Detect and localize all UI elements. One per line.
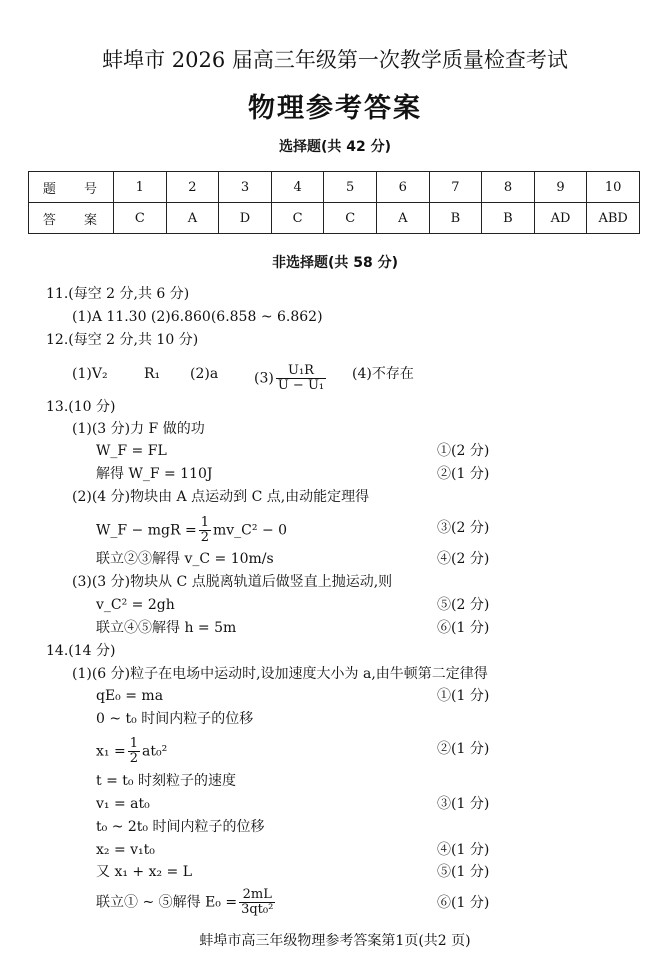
score-mark: ⑤(1 分) <box>437 864 490 880</box>
fraction <box>128 737 140 766</box>
q13-equation <box>96 516 287 545</box>
fraction-denominator: 3qt₀² <box>241 902 274 917</box>
q13-equation: v_C² = 2gh <box>96 597 175 613</box>
fraction-denominator: U − U₁ <box>277 378 325 393</box>
mc-section-heading: 选择题(共 42 分) <box>278 139 392 155</box>
score-mark: ①(2 分) <box>437 443 490 459</box>
q11-answer: (1)A 11.30 (2)6.860(6.858 ~ 6.862) <box>72 309 323 325</box>
q13-equation: 联立④⑤解得 h = 5m <box>96 620 237 636</box>
q13-line: (3)(3 分)物块从 C 点脱离轨道后做竖直上抛运动,则 <box>72 574 393 590</box>
table-cell: B <box>429 203 482 234</box>
table-cell: 6 <box>376 172 429 203</box>
table-cell: C <box>271 203 324 234</box>
table-cell: 4 <box>271 172 324 203</box>
table-cell: 9 <box>534 172 587 203</box>
q14-equation: v₁ = at₀ <box>96 796 150 812</box>
table-cell: 2 <box>166 172 219 203</box>
fraction-numerator: U₁R <box>276 364 326 379</box>
table-cell: C <box>114 203 167 234</box>
table-row-numbers <box>29 172 640 203</box>
nonmc-section-heading: 非选择题(共 58 分) <box>271 255 399 271</box>
q12-fraction <box>276 364 326 393</box>
q14-equation: qE₀ = ma <box>96 688 164 704</box>
table-cell: AD <box>534 203 587 234</box>
exam-title: 蚌埠市 2026 届高三年级第一次教学质量检查考试 <box>102 48 568 72</box>
table-cell: 3 <box>219 172 272 203</box>
table-row-answers <box>29 203 640 234</box>
score-mark: ②(1 分) <box>437 466 490 482</box>
q12-part3 <box>254 364 328 393</box>
q14-equation: 又 x₁ + x₂ = L <box>96 864 193 880</box>
q14-equation <box>96 888 277 917</box>
q13-equation: 解得 W_F = 110J <box>96 466 213 482</box>
score-mark: ④(2 分) <box>437 551 490 567</box>
document-title: 物理参考答案 <box>248 93 422 124</box>
score-mark: ⑥(1 分) <box>437 895 490 911</box>
q12-part1b: R₁ <box>144 366 161 382</box>
q14-equation <box>96 737 167 766</box>
q13-equation: W_F = FL <box>96 443 167 459</box>
page-footer: 蚌埠市高三年级物理参考答案第1页(共2 页) <box>199 933 471 949</box>
answer-table <box>28 171 640 234</box>
q12-part3-label: (3) <box>254 370 274 387</box>
q12-part1: (1)V₂ <box>72 366 108 382</box>
equation-text: x₁ = <box>96 743 126 760</box>
equation-text: mv_C² − 0 <box>212 522 288 539</box>
q13-equation: 联立②③解得 v_C = 10m/s <box>96 551 274 567</box>
table-cell: B <box>482 203 535 234</box>
row-label-number: 题 号 <box>29 172 114 203</box>
q14-line: t₀ ~ 2t₀ 时间内粒子的位移 <box>96 819 265 835</box>
table-cell: 8 <box>482 172 535 203</box>
q14-line: 0 ~ t₀ 时间内粒子的位移 <box>96 711 254 727</box>
equation-text: at₀² <box>141 743 168 760</box>
q14-line: t = t₀ 时刻粒子的速度 <box>96 773 236 789</box>
fraction-numerator: 1 <box>129 736 138 751</box>
table-cell: 7 <box>429 172 482 203</box>
fraction-denominator: 2 <box>129 751 138 766</box>
score-mark: ②(1 分) <box>437 741 490 757</box>
table-cell: D <box>219 203 272 234</box>
score-mark: ③(1 分) <box>437 796 490 812</box>
score-mark: ⑥(1 分) <box>437 620 490 636</box>
fraction-numerator: 1 <box>200 515 209 530</box>
table-cell: A <box>376 203 429 234</box>
fraction-denominator: 2 <box>200 530 209 545</box>
equation-text: 联立① ~ ⑤解得 E₀ = <box>96 894 238 911</box>
score-mark: ⑤(2 分) <box>437 597 490 613</box>
q13-line: (2)(4 分)物块由 A 点运动到 C 点,由动能定理得 <box>72 489 370 505</box>
q11-heading: 11.(每空 2 分,共 6 分) <box>46 286 190 302</box>
table-cell: 1 <box>114 172 167 203</box>
score-mark: ③(2 分) <box>437 520 490 536</box>
table-cell: C <box>324 203 377 234</box>
row-label-answer: 答 案 <box>29 203 114 234</box>
q13-heading: 13.(10 分) <box>46 399 116 415</box>
score-mark: ①(1 分) <box>437 688 490 704</box>
q14-equation: x₂ = v₁t₀ <box>96 842 155 858</box>
q12-heading: 12.(每空 2 分,共 10 分) <box>46 332 199 348</box>
q12-part2: (2)a <box>190 366 219 382</box>
q12-part4: (4)不存在 <box>352 366 414 382</box>
table-cell: ABD <box>587 203 640 234</box>
fraction <box>199 516 211 545</box>
score-mark: ④(1 分) <box>437 842 490 858</box>
q13-line: (1)(3 分)力 F 做的功 <box>72 421 205 437</box>
table-cell: A <box>166 203 219 234</box>
table-cell: 10 <box>587 172 640 203</box>
table-cell: 5 <box>324 172 377 203</box>
q14-line: (1)(6 分)粒子在电场中运动时,设加速度大小为 a,由牛顿第二定律得 <box>72 666 488 682</box>
equation-text: W_F − mgR = <box>96 522 197 539</box>
fraction <box>239 888 275 917</box>
fraction-numerator: 2mL <box>239 888 275 903</box>
q14-heading: 14.(14 分) <box>46 643 116 659</box>
